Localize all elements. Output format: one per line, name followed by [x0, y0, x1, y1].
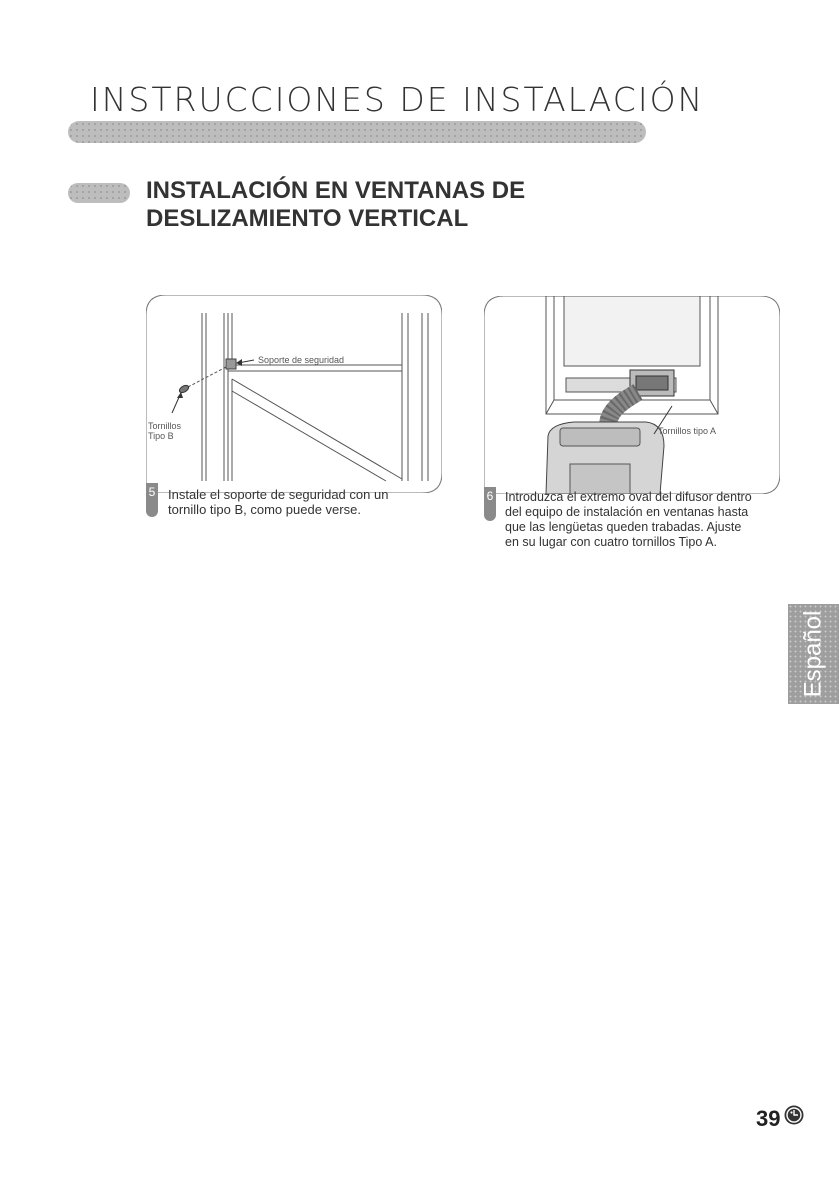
step-6-caption-line-2: del equipo de instalación en ventanas hasta [505, 505, 749, 519]
language-side-tab [788, 604, 839, 704]
step-5-illustration [146, 295, 442, 493]
step-6-number: 6 [486, 489, 494, 503]
screws-a-label: Tornillos tipo A [658, 426, 717, 436]
screws-b-label-1: Tornillos [148, 421, 182, 431]
bracket-label: Soporte de seguridad [258, 355, 345, 365]
step-6-badge [484, 487, 496, 521]
section-marker [68, 183, 130, 203]
section-title-line-1: INSTALACIÓN EN VENTANAS DE [146, 177, 526, 204]
step-6-illustration [484, 296, 780, 494]
step-5-caption [168, 487, 438, 517]
step-5-caption-line-1: Instale el soporte de seguridad con un [168, 487, 389, 502]
section-title [146, 177, 525, 233]
step-6-caption [505, 490, 775, 550]
page-header-title: INSTRUCCIONES DE INSTALACIÓN [90, 80, 705, 119]
header-decorative-bar [68, 121, 646, 143]
step-5-number: 5 [148, 485, 156, 499]
step-5-caption-line-2: tornillo tipo B, como puede verse. [168, 502, 361, 517]
page-number: 39 [756, 1106, 781, 1131]
screws-b-label-2: Tipo B [148, 431, 174, 441]
language-tab-label: Español [799, 610, 827, 698]
step-6-caption-line-4: en su lugar con cuatro tornillos Tipo A. [505, 535, 717, 549]
step-6-caption-line-3: que las lengüetas queden trabadas. Ajuste [505, 520, 742, 534]
section-title-line-2: DESLIZAMIENTO VERTICAL [146, 205, 469, 232]
step-6-caption-line-1: Introduzca el extremo oval del difusor dentro [505, 490, 752, 504]
step-5-badge [146, 483, 158, 517]
lg-logo-icon [784, 1105, 804, 1125]
